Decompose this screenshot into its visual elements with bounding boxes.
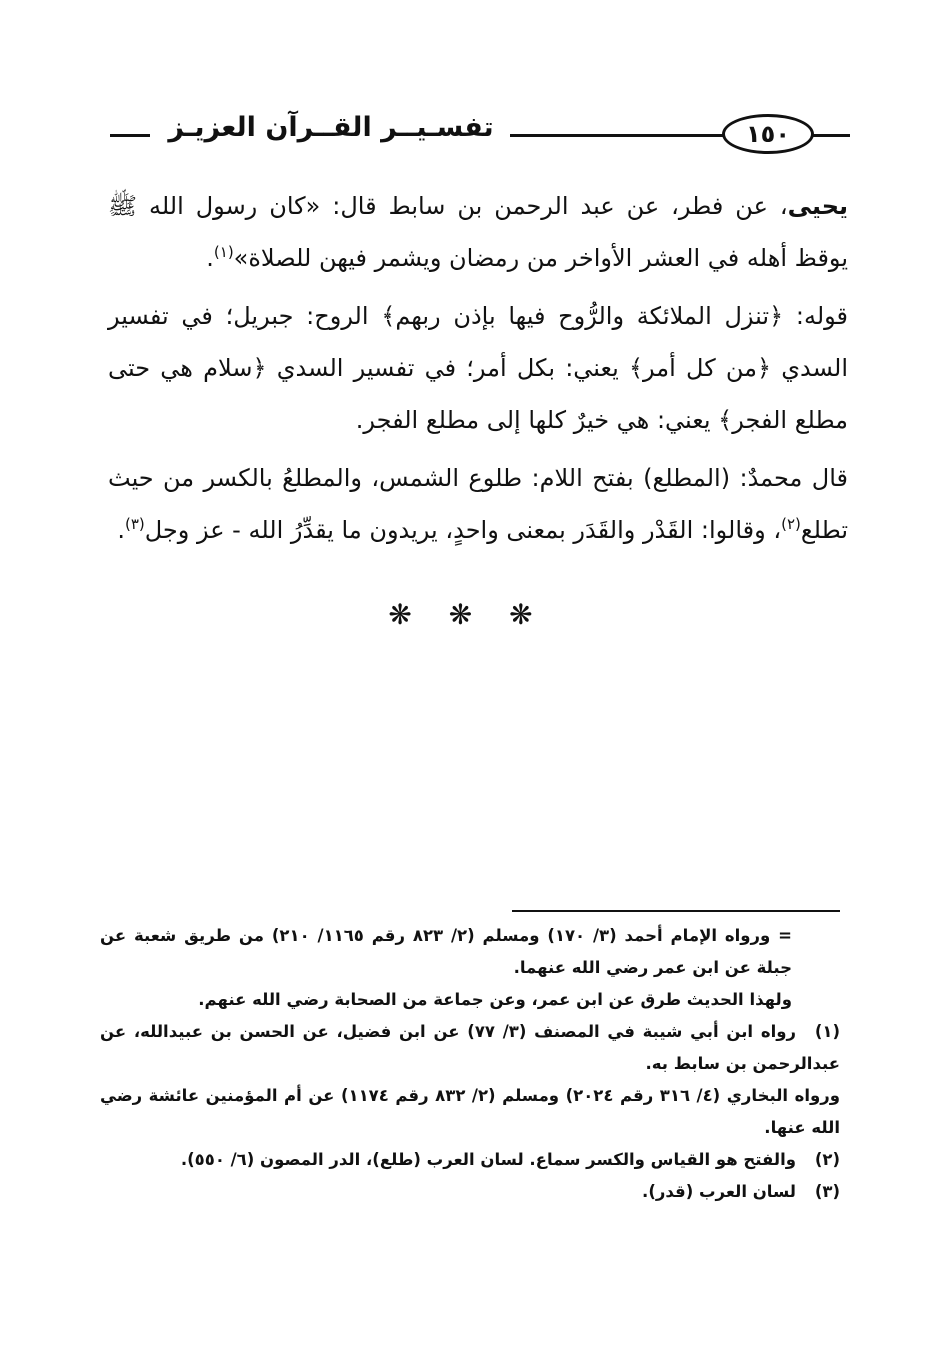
footnote-number: (٢) <box>814 1150 840 1169</box>
footnote-ref-2: (٢) <box>781 515 801 533</box>
paragraph-3-text-2: ، وقالوا: القَدْر والقَدَر بمعنى واحدٍ، يريدون ما يقدِّرُ الله - عز وجل <box>144 516 782 544</box>
page-header <box>110 110 850 154</box>
footnotes <box>100 920 840 1208</box>
footnote-1-continued <box>100 1080 840 1144</box>
section-separator: ❋ ❋ ❋ <box>388 598 547 631</box>
footnote-text: ورواه البخاري (٤/ ٣١٦ رقم ٢٠٢٤) ومسلم (٢/ ٨٣٢ رقم ١١٧٤) عن أم المؤمنين عائشة رضي الله عنها. <box>100 1086 841 1137</box>
paragraph-3-text: قال محمدٌ: (المطلع) بفتح اللام: طلوع الشمس، والمطلعُ بالكسر من حيث تطلع <box>108 464 848 544</box>
footnote-text: = ورواه الإمام أحمد (٣/ ١٧٠) ومسلم (٢/ ٨٢٣ رقم ١١٦٥/ ٢١٠) من طريق شعبة عن جبلة عن ابن عمر رضي الله عنهما. <box>100 926 793 977</box>
footnote-continuation <box>100 984 840 1016</box>
footnote-number: (٣) <box>814 1182 840 1201</box>
footnote-number: (١) <box>814 1022 840 1041</box>
paragraph-2: قوله: ﴿تنزل الملائكة والرُّوح فيها بإذن ربهم﴾ الروح: جبريل؛ في تفسير السدي ﴿من كل أمر﴾ يعني: بكل أمر؛ في تفسير السدي ﴿سلام هي حتى مطلع الفجر﴾ يعني: هي خيرٌ كلها إلى مطلع الفجر. <box>108 302 848 434</box>
footnote-text: لسان العرب (قدر). <box>642 1182 796 1201</box>
paragraph-3 <box>108 452 848 556</box>
footnote-ref-3: (٣) <box>124 515 145 533</box>
book-title: تفسـيــر القــرآن العزيـز <box>168 112 494 143</box>
header-rule-right <box>810 134 850 137</box>
footnote-continuation <box>100 920 840 984</box>
paragraph-1 <box>108 180 848 284</box>
main-text <box>108 180 848 562</box>
paragraph-1-end: . <box>206 244 214 272</box>
narrator-name: يحيى <box>787 192 848 220</box>
footnote-3 <box>100 1176 840 1208</box>
footnote-2 <box>100 1144 840 1176</box>
footnote-ref-1: (١) <box>213 243 234 261</box>
footnote-text: ولهذا الحديث طرق عن ابن عمر، وعن جماعة من الصحابة رضي الله عنهم. <box>198 990 792 1009</box>
header-rule-left <box>110 134 150 137</box>
footnote-text: رواه ابن أبي شيبة في المصنف (٣/ ٧٧) عن ابن فضيل، عن الحسن بن عبيدالله، عن عبدالرحمن بن سابط به. <box>100 1022 840 1073</box>
paragraph-3-end: . <box>117 516 125 544</box>
footnote-text: والفتح هو القياس والكسر سماع. لسان العرب (طلع)، الدر المصون (٦/ ٥٥٠). <box>180 1150 796 1169</box>
footnote-divider <box>512 910 840 912</box>
paragraph-1-text: ، عن فطر، عن عبد الرحمن بن سابط قال: «كان رسول الله ﷺ يوقظ أهله في العشر الأواخر من رمضان ويشمر فيهن للصلاة» <box>108 192 848 272</box>
footnote-1 <box>100 1016 840 1080</box>
page-number: ١٥٠ <box>722 114 814 154</box>
